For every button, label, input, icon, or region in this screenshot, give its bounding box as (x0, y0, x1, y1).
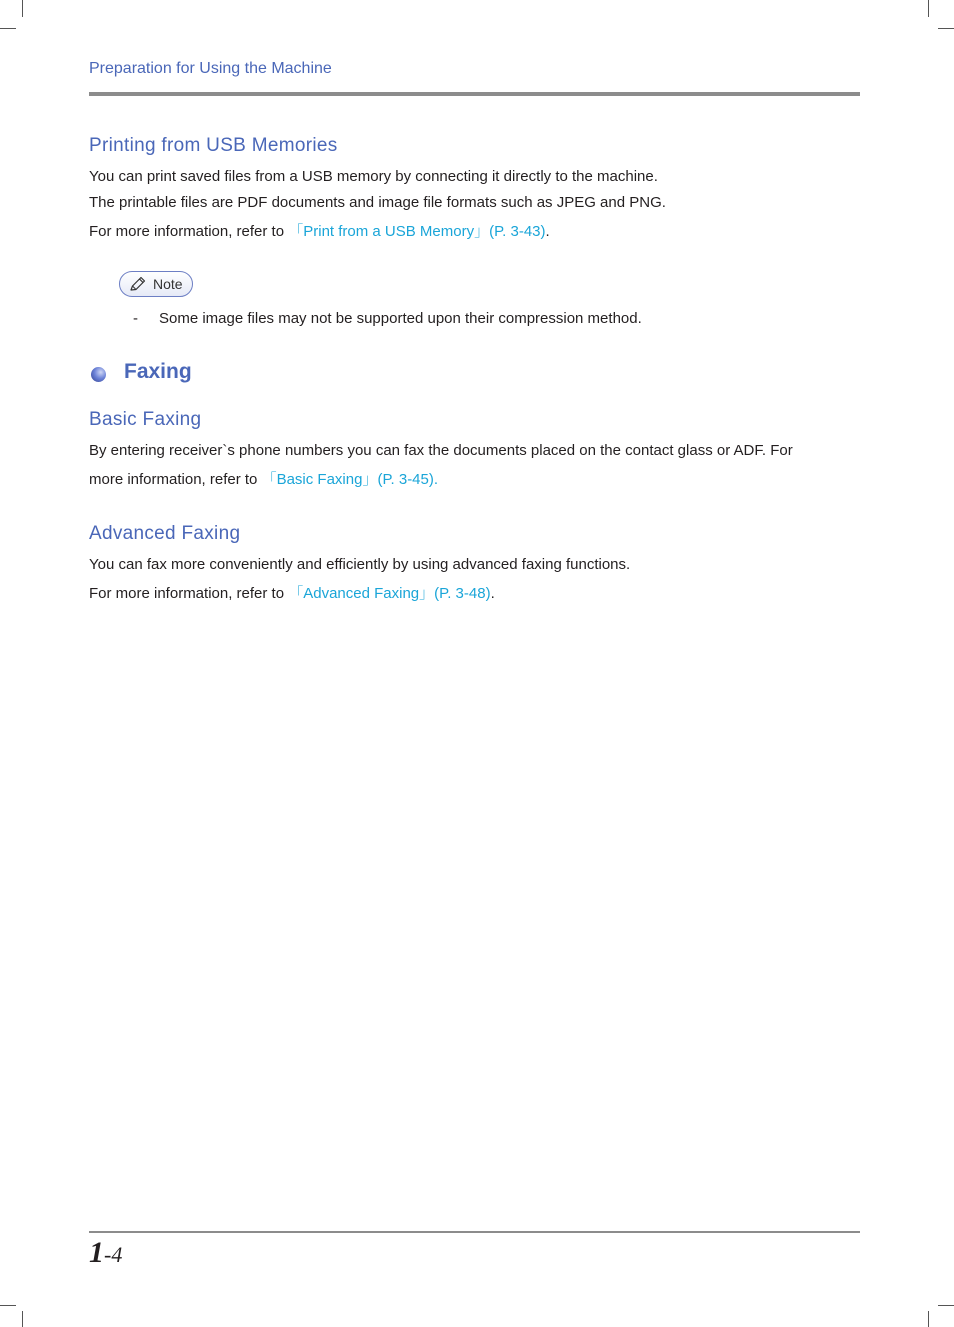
reference-prefix: For more information, refer to (89, 223, 289, 240)
reference-suffix: . (545, 223, 550, 240)
crop-mark (22, 1311, 23, 1327)
crop-mark (928, 1311, 929, 1327)
advanced-faxing-reference-link[interactable]: 「Advanced Faxing」(P. 3-48) (288, 585, 491, 602)
footer-rule (89, 1231, 860, 1233)
page-number-page: 4 (111, 1242, 123, 1267)
usb-paragraph-line: You can print saved files from a USB memory by connecting it directly to the machine. (89, 168, 658, 185)
sphere-bullet-icon (91, 367, 106, 382)
note-badge (119, 271, 193, 297)
page-number (89, 1236, 122, 1270)
running-header-title: Preparation for Using the Machine (89, 60, 332, 77)
usb-memory-reference-link[interactable]: 「Print from a USB Memory」(P. 3-43) (288, 223, 546, 240)
page-number-chapter: 1 (89, 1236, 104, 1269)
pencil-icon (129, 276, 147, 292)
basic-faxing-heading: Basic Faxing (89, 409, 202, 430)
usb-paragraph-line: The printable files are PDF documents and image file formats such as JPEG and PNG. (89, 194, 666, 211)
basic-faxing-paragraph-line: By entering receiver`s phone numbers you can fax the documents placed on the contact glass or ADF. For (89, 442, 793, 459)
usb-section-heading: Printing from USB Memories (89, 135, 338, 156)
advanced-faxing-reference-line (89, 582, 495, 603)
reference-prefix: For more information, refer to (89, 585, 289, 602)
reference-suffix: . (490, 585, 495, 602)
page-number-separator: - (104, 1242, 112, 1267)
crop-mark (22, 0, 23, 17)
advanced-faxing-heading: Advanced Faxing (89, 523, 241, 544)
note-label: Note (153, 276, 183, 292)
reference-prefix: more information, refer to (89, 471, 262, 488)
crop-mark (938, 1305, 954, 1306)
basic-faxing-reference-line (89, 468, 438, 489)
crop-mark (938, 28, 954, 29)
crop-mark (928, 0, 929, 17)
crop-mark (0, 1305, 16, 1306)
usb-reference-line (89, 220, 550, 241)
crop-mark (0, 28, 16, 29)
basic-faxing-reference-link[interactable]: 「Basic Faxing」(P. 3-45). (261, 471, 439, 488)
note-item-dash: - (133, 310, 138, 327)
faxing-chapter-heading: Faxing (124, 360, 192, 383)
header-rule (89, 92, 860, 96)
note-item-text: Some image files may not be supported upon their compression method. (159, 310, 642, 327)
advanced-faxing-paragraph-line: You can fax more conveniently and efficiently by using advanced faxing functions. (89, 556, 631, 573)
